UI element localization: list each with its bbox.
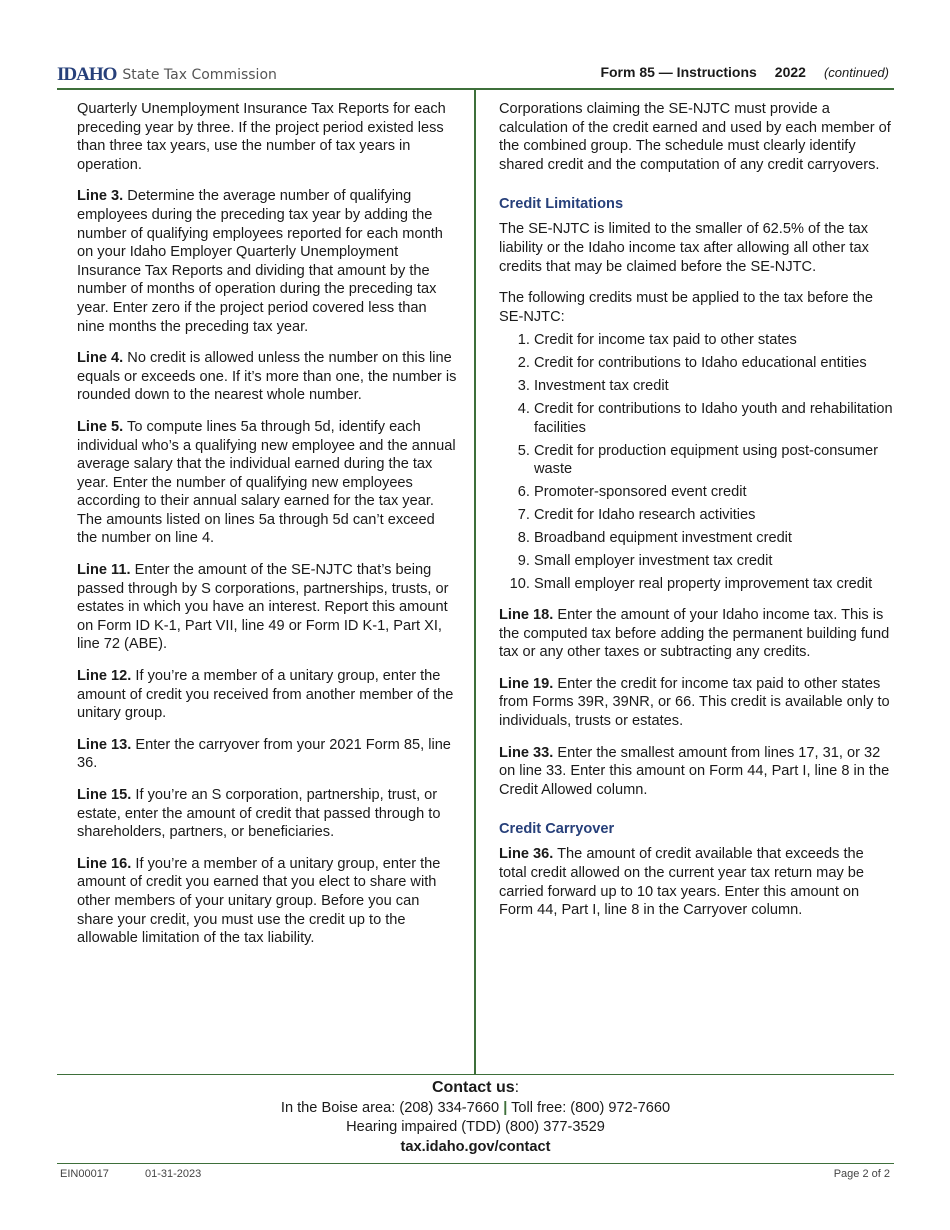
credit-carryover-heading: Credit Carryover bbox=[499, 821, 615, 838]
line-5-instruction bbox=[77, 418, 457, 548]
list-item: 5. Credit for production equipment using post-consumer waste bbox=[534, 442, 894, 479]
right-column bbox=[499, 100, 894, 933]
list-item: 2. Credit for contributions to Idaho educational entities bbox=[534, 354, 894, 373]
line-3-instruction bbox=[77, 187, 457, 336]
list-item: 9. Small employer investment tax credit bbox=[534, 552, 894, 571]
logo-subtitle: State Tax Commission bbox=[122, 67, 277, 83]
line-15-instruction bbox=[77, 786, 457, 842]
list-item: 3. Investment tax credit bbox=[534, 377, 894, 396]
left-intro: Quarterly Unemployment Insurance Tax Reports for each preceding year by three. If the project period existed less than three tax years, use the number of tax years in operation. bbox=[77, 101, 446, 173]
line-18-instruction bbox=[499, 606, 894, 662]
line-label: Line 16. bbox=[77, 855, 132, 872]
line-13-instruction bbox=[77, 736, 457, 773]
limitations-paragraph: The SE-NJTC is limited to the smaller of 62.5% of the tax liability or the Idaho income tax after allowing all other tax credits that may be claimed before the SE-NJTC. bbox=[499, 221, 869, 275]
list-item: 1. Credit for income tax paid to other states bbox=[534, 331, 894, 350]
line-11-instruction bbox=[77, 561, 457, 654]
line-text: Enter the carryover from your 2021 Form 85, line 36. bbox=[77, 736, 451, 772]
line-36-instruction bbox=[499, 845, 894, 919]
line-text: Enter the smallest amount from lines 17, 31, or 32 on line 33. Enter this amount on Form 44, Part I, line 8 in the Credit Allowed column. bbox=[499, 744, 890, 798]
line-12-instruction bbox=[77, 667, 457, 723]
tdd-phone: Hearing impaired (TDD) (800) 377-3529 bbox=[346, 1119, 605, 1135]
contact-title-text: Contact us bbox=[431, 1079, 515, 1096]
line-label: Line 33. bbox=[499, 744, 554, 761]
separator: | bbox=[503, 1099, 508, 1116]
line-label: Line 12. bbox=[77, 668, 132, 685]
idaho-logo bbox=[57, 64, 277, 86]
line-text: If you’re a member of a unitary group, enter the amount of credit you received from another member of the unitary group. bbox=[77, 668, 454, 722]
list-item: 10. Small employer real property improvement tax credit bbox=[534, 575, 894, 594]
list-item: 7. Credit for Idaho research activities bbox=[534, 506, 894, 525]
line-33-instruction bbox=[499, 744, 894, 800]
line-text: If you’re a member of a unitary group, enter the amount of credit you earned that you elect to share with other members of your unitary group. Before you can share your credit, you must use the credit up to the allowable limitation of the tax liability. bbox=[77, 855, 441, 947]
line-label: Line 4. bbox=[77, 350, 124, 367]
line-text: If you’re an S corporation, partnership, trust, or estate, enter the amount of credit that passed through to shareholders, partners, or beneficiaries. bbox=[77, 787, 441, 841]
line-text: Enter the amount of your Idaho income tax. This is the computed tax before adding the permanent building fund tax or any other taxes or subtracting any credits. bbox=[499, 606, 890, 661]
page-number: Page 2 of 2 bbox=[833, 1168, 890, 1180]
limitations-paragraph-2: The following credits must be applied to the tax before the SE-NJTC: bbox=[499, 290, 873, 325]
line-text: To compute lines 5a through 5d, identify each individual who’s a qualifying new employee and the annual average salary that the individual earned during the tax year. Enter the number of qualifying new employees according to their annual salary earned for the tax year. The amounts listed on lines 5a through 5d can’t exceed the number on line 4. bbox=[77, 418, 456, 547]
tollfree-phone: Toll free: (800) 972-7660 bbox=[511, 1099, 671, 1116]
right-intro: Corporations claiming the SE-NJTC must provide a calculation of the credit earned and used by each member of the combined group. The schedule must clearly identify shared credit and the computation of any credit carryovers. bbox=[499, 101, 891, 173]
line-4-instruction bbox=[77, 349, 457, 405]
list-item: 4. Credit for contributions to Idaho youth and rehabilitation facilities bbox=[534, 400, 894, 437]
footer-rule bbox=[57, 1163, 894, 1164]
line-text: No credit is allowed unless the number on this line equals or exceeds one. If it’s more than one, the number is rounded down to the nearest whole number. bbox=[77, 350, 457, 404]
column-divider bbox=[474, 89, 476, 1074]
line-label: Line 5. bbox=[77, 418, 124, 435]
form-title bbox=[600, 64, 889, 80]
credit-limitations-heading: Credit Limitations bbox=[499, 196, 624, 213]
form-name: Form 85 — Instructions bbox=[600, 64, 757, 80]
line-label: Line 13. bbox=[77, 736, 132, 753]
contact-section bbox=[57, 1078, 894, 1157]
line-text: Determine the average number of qualifying employees during the preceding tax year by adding the number of qualifying employees reported for each month on your Idaho Employer Quarterly Unemployment Insurance Tax Reports and dividing that amount by the number of months of operation during the preceding tax year. Enter zero if the project period covered less than nine months the preceding tax year. bbox=[77, 188, 443, 335]
logo-mark: IDAHO bbox=[57, 64, 117, 85]
phone-line bbox=[57, 1099, 894, 1119]
left-column bbox=[77, 100, 457, 961]
form-code: EIN00017 bbox=[60, 1168, 109, 1180]
line-text: The amount of credit available that exceeds the total credit allowed on the current year tax return may be carried forward up to 10 tax years. Enter this amount on Form 44, Part I, line 8 in the Carryover column. bbox=[499, 846, 865, 919]
boise-phone: In the Boise area: (208) 334-7660 bbox=[280, 1099, 500, 1116]
contact-rule bbox=[57, 1074, 894, 1075]
form-year: 2022 bbox=[774, 64, 806, 80]
line-label: Line 18. bbox=[499, 606, 554, 623]
line-19-instruction bbox=[499, 675, 894, 731]
line-label: Line 11. bbox=[77, 562, 131, 579]
line-text: Enter the amount of the SE-NJTC that’s being passed through by S corporations, partnerships, trusts, or estates in which you have an interest. Report this amount on Form ID K-1, Part VII, line 49 or Form ID K-1, Part XI, line 72 (ABE). bbox=[77, 562, 449, 653]
line-text: Enter the credit for income tax paid to other states from Forms 39R, 39NR, or 66. This credit is available only to individuals, trusts or estates. bbox=[499, 675, 890, 729]
continued-label: (continued) bbox=[823, 65, 889, 80]
contact-title bbox=[57, 1078, 894, 1098]
revision-date: 01-31-2023 bbox=[145, 1168, 202, 1180]
line-label: Line 15. bbox=[77, 787, 132, 803]
contact-url-link[interactable]: tax.idaho.gov/contact bbox=[400, 1138, 551, 1155]
list-item: 6. Promoter-sponsored event credit bbox=[534, 483, 894, 502]
line-label: Line 3. bbox=[77, 188, 124, 205]
line-label: Line 19. bbox=[499, 675, 554, 692]
page-header bbox=[57, 60, 894, 90]
contact-title-colon: : bbox=[514, 1079, 520, 1096]
line-label: Line 36. bbox=[499, 846, 554, 863]
credits-list bbox=[499, 331, 894, 594]
line-16-instruction bbox=[77, 855, 457, 948]
list-item: 8. Broadband equipment investment credit bbox=[534, 529, 894, 548]
